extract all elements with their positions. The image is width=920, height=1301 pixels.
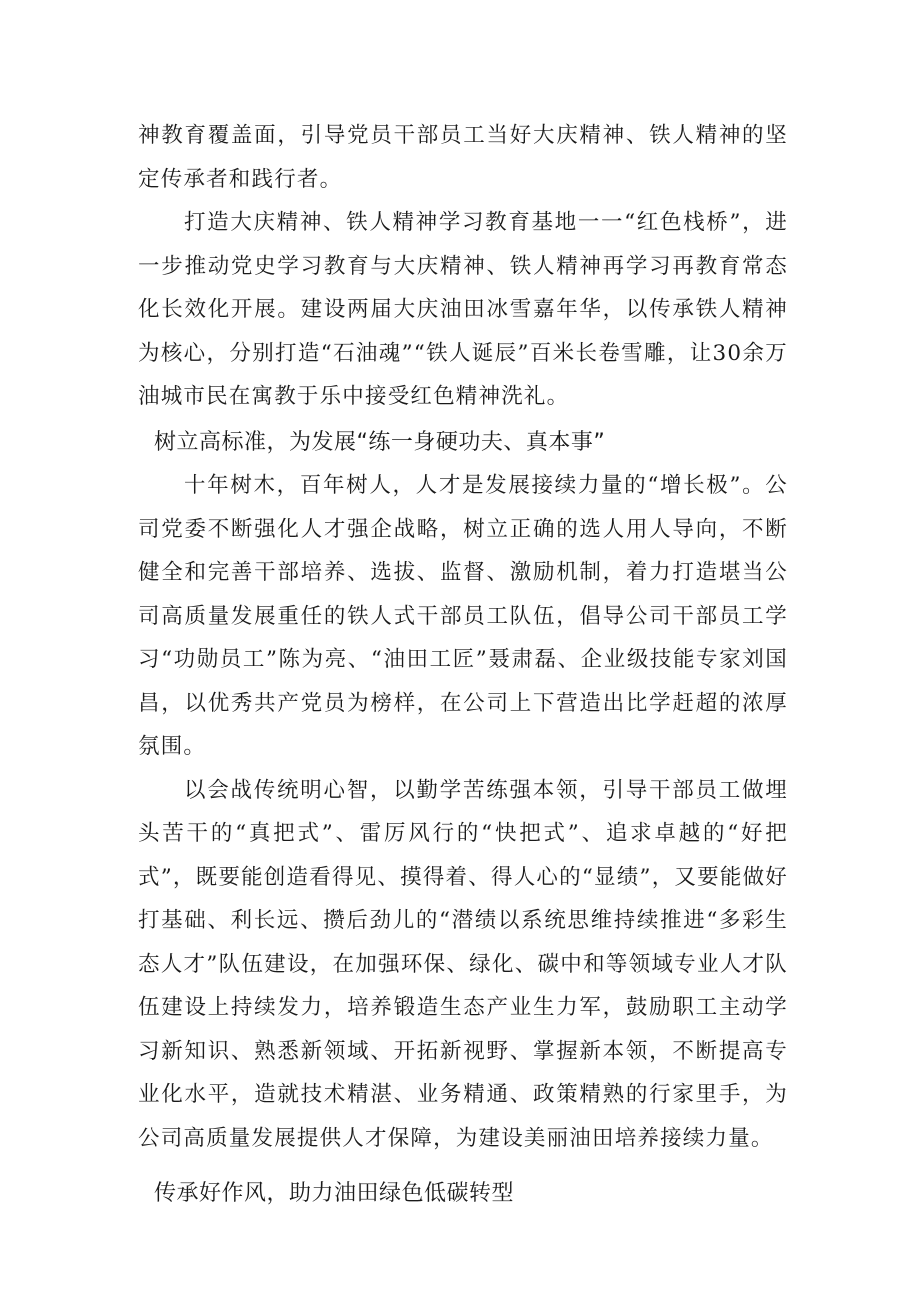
section-heading-green-transition: 传承好作风，助力油田绿色低碳转型 bbox=[154, 1181, 515, 1206]
document-body bbox=[138, 114, 788, 1216]
paragraph-red-trestle: 打造大庆精神、铁人精神学习教育基地一一“红色栈桥”，进一步推动党史学习教育与大庆精神、铁人精神再学习再教育常态化长效化开展。建设两届大庆油田冰雪嘉年华，以传承铁人精神为核心，分别打造“石油魂”“铁人诞辰”百米长卷雪雕，让30余万油城市民在寓教于乐中接受红色精神洗礼。 bbox=[138, 210, 788, 409]
paragraph-talent-strategy: 十年树木，百年树人，人才是发展接续力量的“增长极”。公司党委不断强化人才强企战略，树立正确的选人用人导向，不断健全和完善干部培养、选拔、监督、激励机制，着力打造堪当公司高质量发展重任的铁人式干部员工队伍，倡导公司干部员工学习“功勋员工”陈为亮、“油田工匠”聂肃磊、企业级技能专家刘国昌，以优秀共产党员为榜样，在公司上下营造出比学赶超的浓厚氛围。 bbox=[138, 473, 788, 759]
paragraph-continued: 神教育覆盖面，引导党员干部员工当好大庆精神、铁人精神的坚定传承者和践行者。 bbox=[138, 123, 788, 192]
paragraph-battle-tradition: 以会战传统明心智，以勤学苦练强本领，引导干部员工做埋头苦干的“真把式”、雷厉风行的“快把式”、追求卓越的“好把式”，既要能创造看得见、摸得着、得人心的“显绩”，又要能做好打基础、利长远、攒后劲儿的“潜绩以系统思维持续推进“多彩生态人才”队伍建设，在加强环保、绿化、碳中和等领域专业人才队伍建设上持续发力，培养锻造生态产业生力军，鼓励职工主动学习新知识、熟悉新领域、开拓新视野、掌握新本领，不断提高专业化水平，造就技术精湛、业务精通、政策精熟的行家里手，为公司高质量发展提供人才保障，为建设美丽油田培养接续力量。 bbox=[138, 777, 788, 1151]
section-heading-high-standards: 树立高标准，为发展“练一身硬功夫、真本事” bbox=[154, 429, 606, 455]
